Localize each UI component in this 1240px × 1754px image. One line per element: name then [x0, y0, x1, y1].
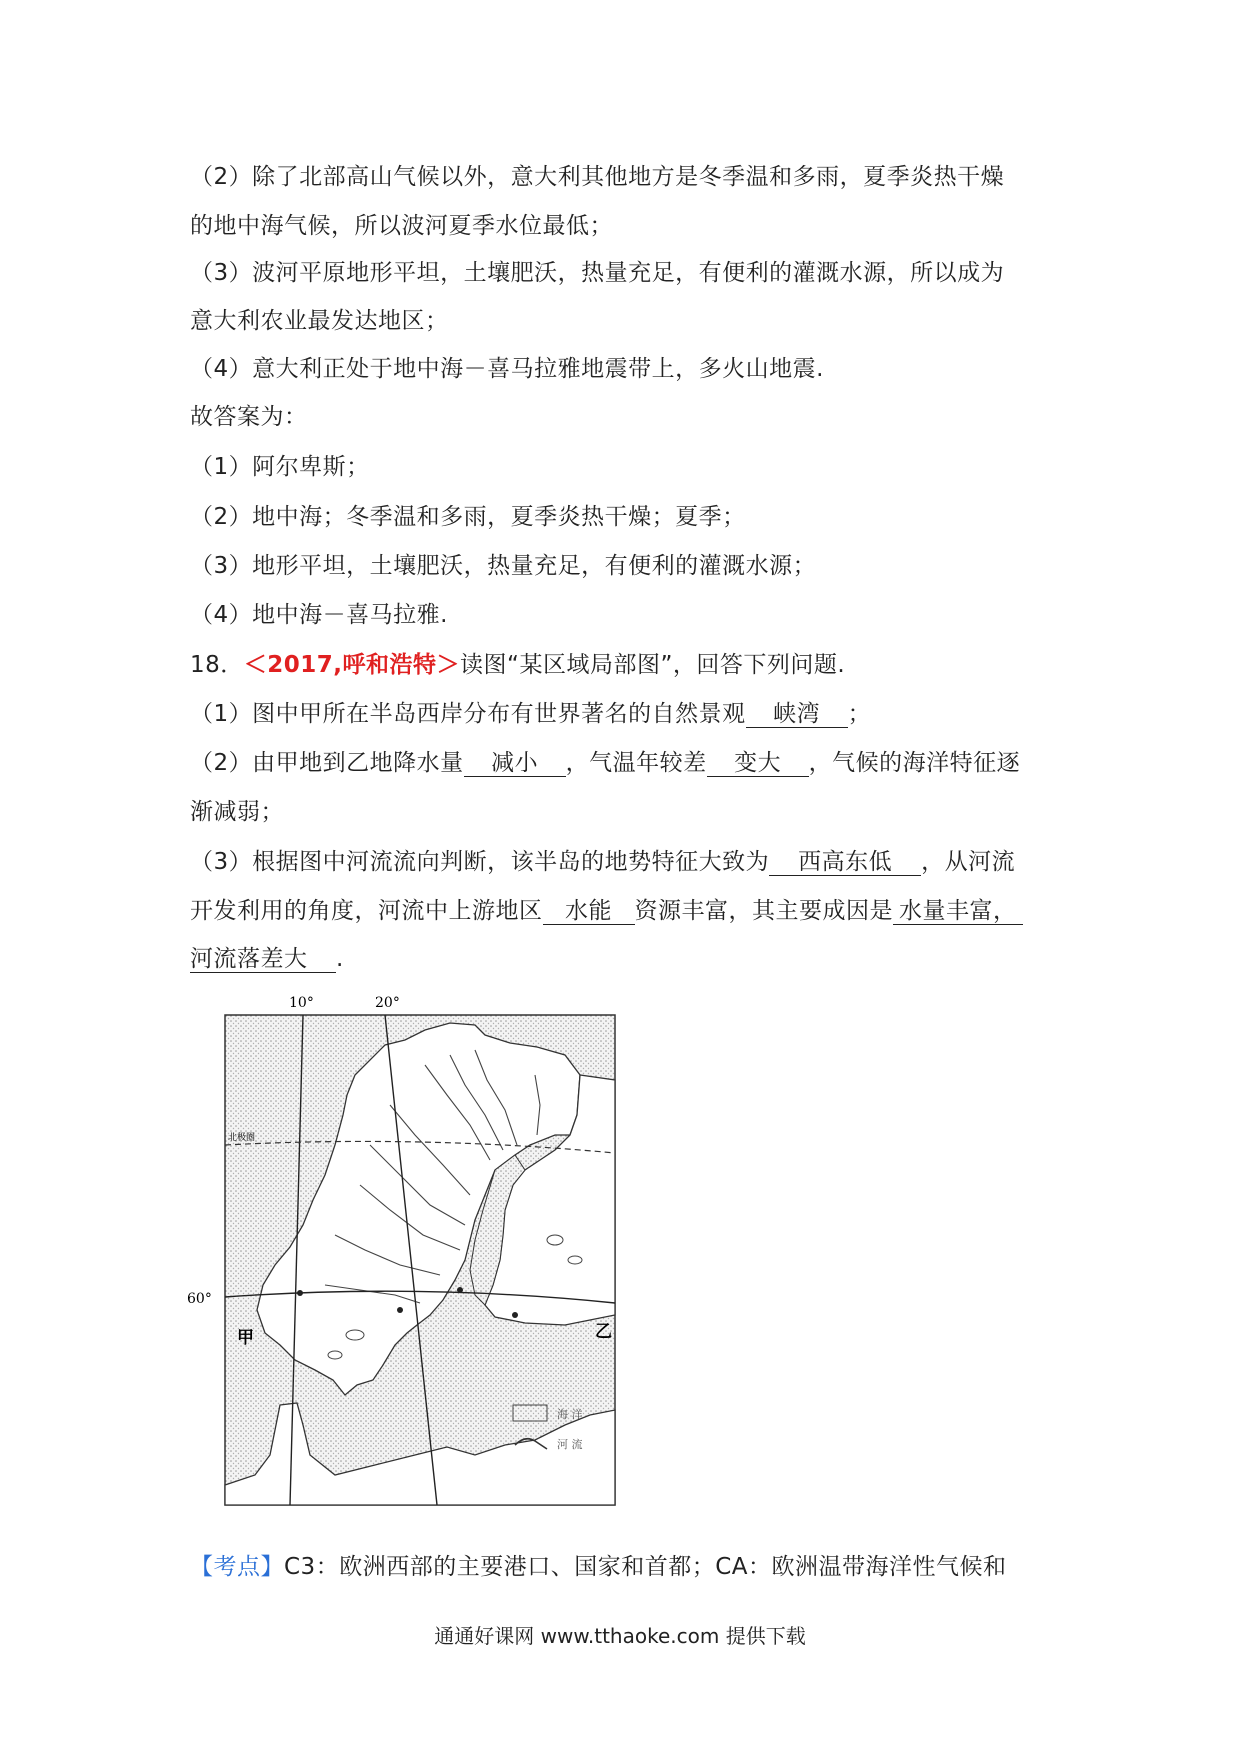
- subquestion-text: （3）根据图中河流流向判断，该半岛的地势特征大致为: [190, 849, 770, 875]
- text-line: （3）地形平坦，土壤肥沃，热量充足，有便利的灌溉水源；: [190, 553, 817, 579]
- kaodian-text: C3：欧洲西部的主要港口、国家和首都；CA：欧洲温带海洋性气候和: [284, 1554, 1007, 1580]
- text-line: （2）除了北部高山气候以外，意大利其他地方是冬季温和多雨，夏季炎热干燥: [190, 164, 1005, 190]
- text-line: 渐减弱；: [190, 799, 284, 825]
- subquestion-1: [190, 699, 871, 729]
- text-line: （4）意大利正处于地中海－喜马拉雅地震带上，多火山地震.: [190, 356, 824, 382]
- subquestion-3-line-3: [190, 944, 344, 974]
- longitude-label: 10°: [289, 995, 314, 1011]
- arctic-circle-label: 北极圈: [228, 1133, 256, 1143]
- answer-blank: 西高东低: [769, 849, 921, 876]
- answer-blank: 变大: [707, 750, 809, 777]
- subquestion-text: （1）图中甲所在半岛西岸分布有世界著名的自然景观: [190, 701, 746, 727]
- subquestion-text: ；: [847, 701, 872, 727]
- answer-blank: 水能: [543, 898, 635, 925]
- page-footer: 通通好课网 www.tthaoke.com 提供下载: [434, 1624, 806, 1648]
- subquestion-text: ，从河流: [921, 849, 1016, 875]
- question-text: 读图“某区域局部图”，回答下列问题.: [460, 652, 846, 678]
- kaodian-tag: 【考点】: [190, 1554, 284, 1580]
- subquestion-2: [190, 748, 1020, 778]
- question-number: 18．: [190, 652, 244, 678]
- legend-sea-label: 海 洋: [557, 1408, 583, 1421]
- answer-blank: 减小: [464, 750, 566, 777]
- text-line: （4）地中海－喜马拉雅.: [190, 602, 448, 628]
- longitude-label: 20°: [375, 995, 400, 1011]
- legend-river-label: 河 流: [557, 1438, 583, 1451]
- region-map: [185, 985, 675, 1515]
- location-yi: 乙: [595, 1322, 612, 1342]
- text-line: （1）阿尔卑斯；: [190, 454, 370, 480]
- subquestion-3-line-2: [190, 896, 1023, 926]
- latitude-label: 60°: [187, 1291, 212, 1307]
- question-stem: [190, 650, 845, 680]
- location-jia: 甲: [237, 1328, 254, 1348]
- map-drawing: [185, 985, 675, 1515]
- subquestion-text: （2）由甲地到乙地降水量: [190, 750, 464, 776]
- subquestion-text: ，气温年较差: [565, 750, 707, 776]
- answer-blank: 河流落差大: [190, 946, 336, 973]
- subquestion-text: 资源丰富，其主要成因是: [634, 898, 893, 924]
- subquestion-text: .: [336, 946, 344, 972]
- subquestion-3: [190, 847, 1015, 877]
- subquestion-text: 开发利用的角度，河流中上游地区: [190, 898, 543, 924]
- kaodian: [190, 1552, 1007, 1582]
- question-source: ＜2017,呼和浩特＞: [243, 652, 461, 678]
- text-line: 意大利农业最发达地区；: [190, 308, 449, 334]
- text-line: 故答案为：: [190, 404, 308, 430]
- text-line: （2）地中海；冬季温和多雨，夏季炎热干燥；夏季；: [190, 504, 746, 530]
- legend-sea-swatch: [513, 1405, 547, 1421]
- subquestion-text: ，气候的海洋特征逐: [808, 750, 1021, 776]
- text-line: 的地中海气候，所以波河夏季水位最低；: [190, 213, 613, 239]
- answer-blank: 峡湾: [746, 701, 848, 728]
- text-line: （3）波河平原地形平坦，土壤肥沃，热量充足，有便利的灌溉水源，所以成为: [190, 260, 1005, 286]
- answer-blank: 水量丰富，: [893, 898, 1023, 925]
